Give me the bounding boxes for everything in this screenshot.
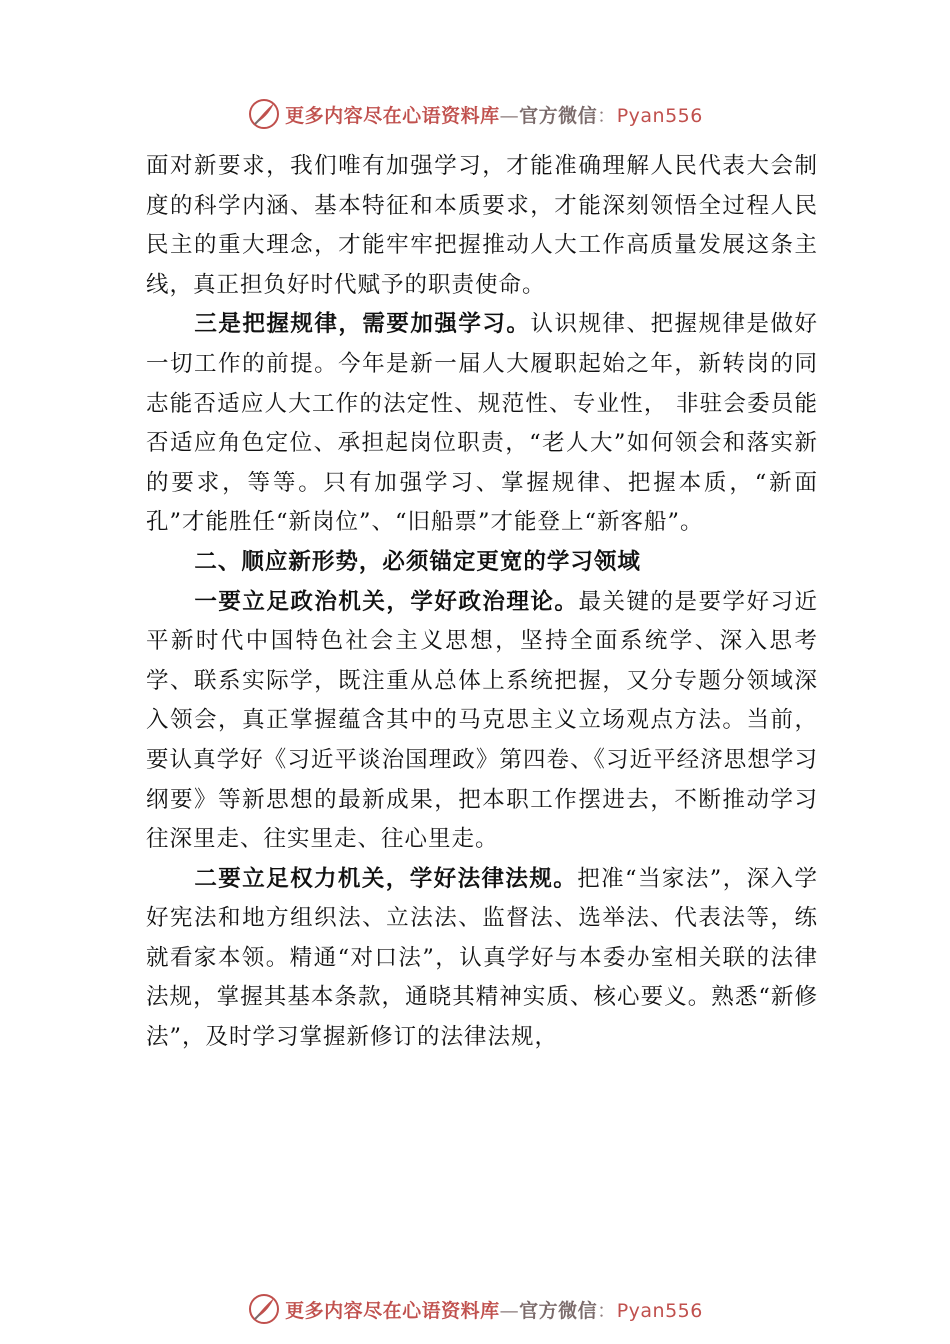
paragraph-3-lead: 一要立足政治机关，学好政治理论。 <box>194 588 579 615</box>
footer-watermark <box>0 1289 950 1329</box>
footer-text <box>285 1296 703 1323</box>
paragraph-2-text: 认识规律、把握规律是做好一切工作的前提。今年是新一届人大履职起始之年，新转岗的同志能否适应人大工作的法定性、规范性、专业性， 非驻会委员能否适应角色定位、承担起岗位职责，“老人大”如何领会和落实新的要求，等等。只有加强学习、掌握规律、把握本质，“新面孔”才能胜任“新岗位”、“旧船票”才能登上“新客船”。 <box>146 311 818 536</box>
header-watermark <box>0 94 950 134</box>
header-text <box>285 101 703 128</box>
quill-logo-icon <box>247 1292 281 1326</box>
footer-dash: — <box>499 1299 520 1322</box>
header-id: Pyan556 <box>616 104 703 127</box>
header-official: 官方微信 <box>519 104 598 127</box>
paragraph-1: 面对新要求，我们唯有加强学习，才能准确理解人民代表大会制度的科学内涵、基本特征和本质要求，才能深刻领悟全过程人民民主的重大理念，才能牢牢把握推动人大工作高质量发展这条主线，真正担负好时代赋予的职责使命。 <box>146 153 818 298</box>
quill-logo-icon <box>247 97 281 131</box>
paragraph-4 <box>146 860 818 1058</box>
section-heading: 二、顺应新形势，必须锚定更宽的学习领域 <box>194 548 641 575</box>
footer-official: 官方微信 <box>519 1299 598 1322</box>
header-colon: ： <box>597 104 617 127</box>
paragraph-3-text: 最关键的是要学好习近平新时代中国特色社会主义思想，坚持全面系统学、深入思考学、联系实际学，既注重从总体上系统把握，又分专题分领域深入领会，真正掌握蕴含其中的马克思主义立场观点方法。当前，要认真学好《习近平谈治国理政》第四卷、《习近平经济思想学习纲要》等新思想的最新成果，把本职工作摆进去，不断推动学习往深里走、往实里走、往心里走。 <box>146 588 818 853</box>
footer-id: Pyan556 <box>616 1299 703 1322</box>
paragraph-3 <box>146 583 818 860</box>
footer-colon: ： <box>597 1299 617 1322</box>
paragraph-4-lead: 二要立足权力机关，学好法律法规。 <box>194 865 578 892</box>
header-brand: 更多内容尽在心语资料库 <box>285 104 500 127</box>
footer-brand: 更多内容尽在心语资料库 <box>285 1299 500 1322</box>
header-dash: — <box>499 104 520 127</box>
paragraph-2 <box>146 305 818 543</box>
paragraph-4-text: 把准“当家法”，深入学好宪法和地方组织法、立法法、监督法、选举法、代表法等，练就看家本领。精通“对口法”，认真学好与本委办室相关联的法律法规，掌握其基本条款，通晓其精神实质、核心要义。熟悉“新修法”，及时学习掌握新修订的法律法规， <box>146 865 818 1051</box>
paragraph-2-lead: 三是把握规律，需要加强学习。 <box>194 311 531 338</box>
document-body <box>146 147 818 1058</box>
